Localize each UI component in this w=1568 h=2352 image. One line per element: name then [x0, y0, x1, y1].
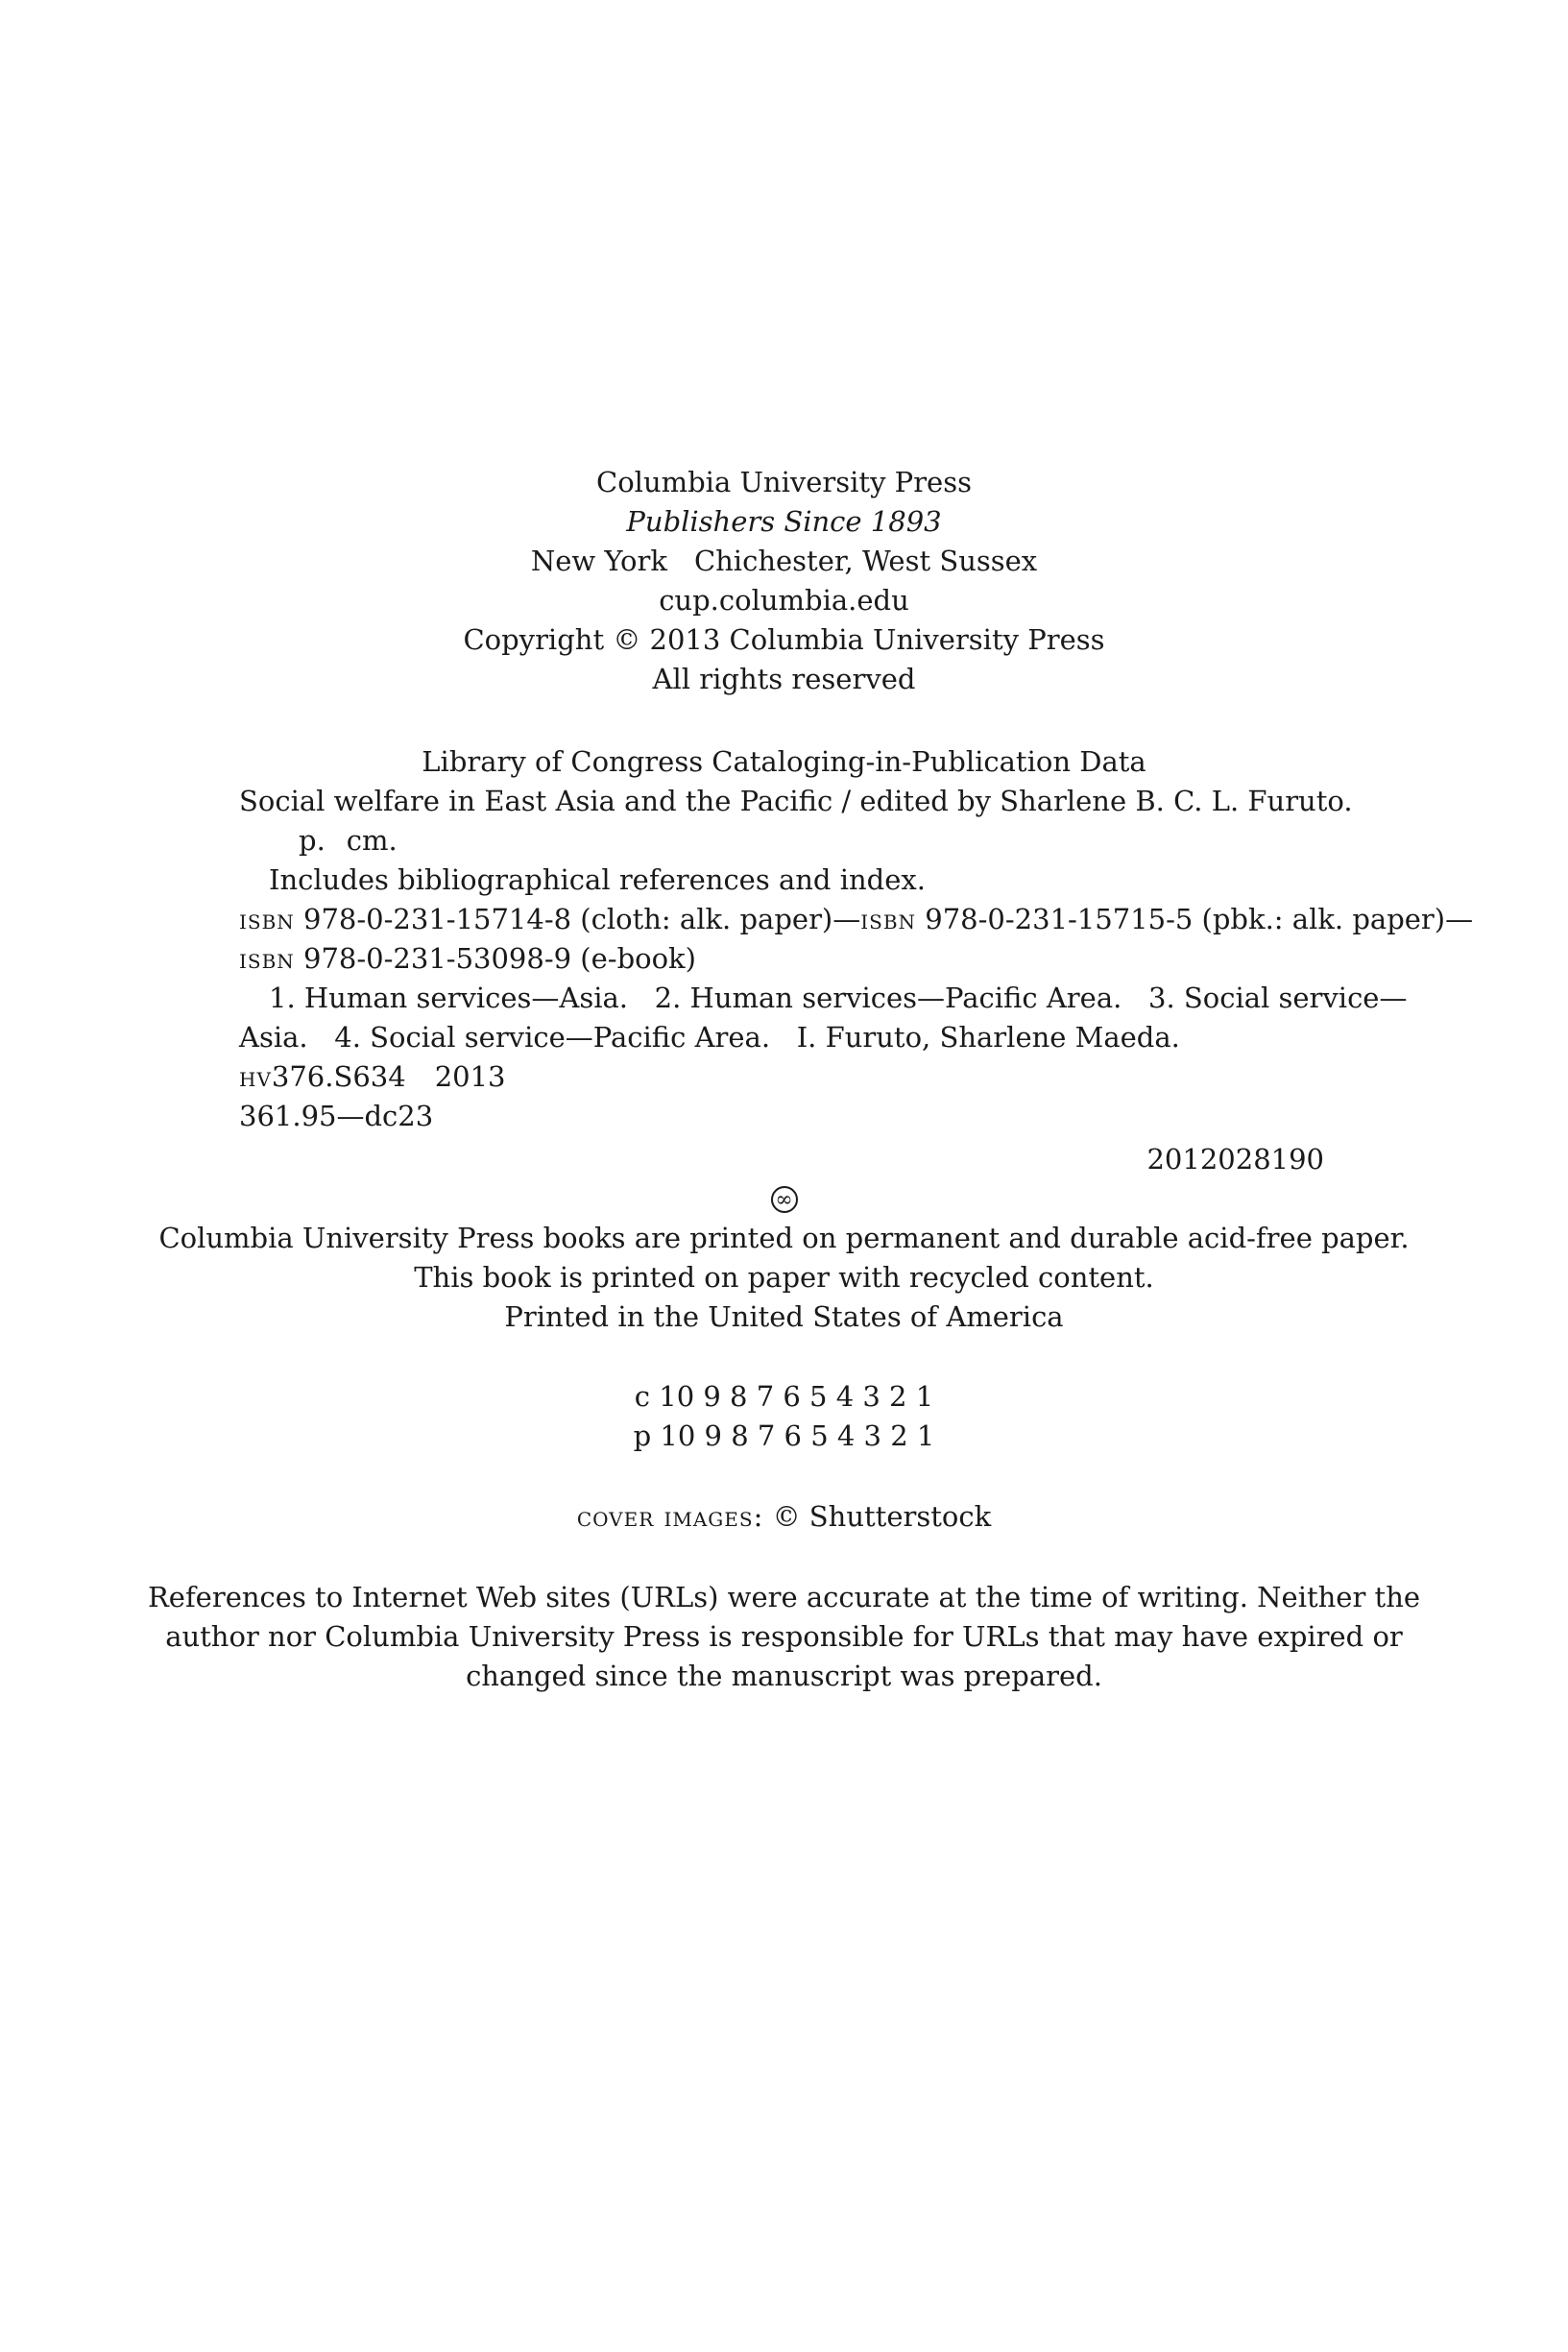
cip-pages: p.	[299, 824, 326, 857]
print-run-paper: p 10 9 8 7 6 5 4 3 2 1	[633, 1419, 935, 1452]
cip-lc-class	[239, 1057, 1324, 1097]
disclaimer-line-3: changed since the manuscript was prepared.	[466, 1660, 1102, 1692]
lc-class-prefix: hv	[239, 1060, 272, 1093]
cip-note: Includes bibliographical references and index.	[269, 863, 926, 896]
publisher-website: cup.columbia.edu	[659, 584, 909, 617]
cip-isbn-line-1	[239, 900, 1474, 939]
printing-line-1: Columbia University Press books are printed on permanent and durable acid-free paper.	[158, 1222, 1410, 1254]
print-run-cloth: c 10 9 8 7 6 5 4 3 2 1	[634, 1380, 934, 1413]
rights-line: All rights reserved	[652, 663, 916, 695]
printing-block	[0, 1219, 1568, 1337]
printing-line-2: This book is printed on paper with recycled content.	[414, 1261, 1154, 1294]
cip-heading: Library of Congress Cataloging-in-Publication Data	[422, 745, 1146, 778]
cip-subjects-1: 1. Human services—Asia. 2. Human services—Pacific Area. 3. Social service—	[269, 982, 1408, 1014]
publisher-tagline: Publishers Since 1893	[626, 505, 942, 538]
publisher-city-chichester: Chichester, West Sussex	[693, 545, 1038, 577]
cip-isbn-line-2	[239, 939, 1324, 979]
cip-physical	[239, 821, 1324, 861]
isbn-label: isbn	[239, 903, 295, 935]
paper-symbol-block	[0, 1178, 1568, 1218]
lccn-block	[239, 1140, 1324, 1179]
acid-free-paper-icon: ∞	[771, 1186, 798, 1213]
cover-images-credit: © Shutterstock	[772, 1500, 992, 1533]
isbn-label: isbn	[860, 903, 917, 935]
cover-images-label: cover images:	[576, 1500, 764, 1533]
cip-data	[239, 782, 1474, 1136]
isbn-cloth: 978-0-231-15714-8 (cloth: alk. paper)—	[303, 903, 861, 935]
cover-credit	[0, 1497, 1568, 1537]
cip-dewey: 361.95—dc23	[239, 1100, 434, 1132]
cover-credit-block	[0, 1497, 1568, 1537]
cip-size: cm.	[346, 824, 398, 857]
disclaimer-line-2: author nor Columbia University Press is responsible for URLs that may have expired or	[165, 1620, 1403, 1653]
lc-class-number: 376.S634	[271, 1060, 406, 1093]
isbn-pbk: 978-0-231-15715-5 (pbk.: alk. paper)—	[925, 903, 1474, 935]
url-disclaimer	[0, 1578, 1568, 1696]
publisher-block	[0, 463, 1568, 699]
copyright-line: Copyright © 2013 Columbia University Press	[463, 623, 1105, 656]
print-runs-block	[0, 1377, 1568, 1456]
lc-class-year: 2013	[434, 1060, 506, 1093]
cip-heading-block	[0, 742, 1568, 782]
isbn-label: isbn	[239, 942, 295, 975]
cip-title: Social welfare in East Asia and the Pacific / edited by Sharlene B. C. L. Furuto.	[239, 785, 1353, 817]
publisher-city-new-york: New York	[530, 545, 667, 577]
publisher-locations	[0, 542, 1568, 581]
disclaimer-line-1: References to Internet Web sites (URLs) were accurate at the time of writing. Neither the	[147, 1581, 1421, 1613]
printing-line-3: Printed in the United States of America	[504, 1300, 1064, 1333]
isbn-ebook: 978-0-231-53098-9 (e-book)	[303, 942, 696, 975]
lccn-number: 2012028190	[1146, 1143, 1324, 1176]
cip-subjects-2: Asia. 4. Social service—Pacific Area. I. Furuto, Sharlene Maeda.	[239, 1021, 1180, 1054]
publisher-name: Columbia University Press	[596, 466, 972, 498]
